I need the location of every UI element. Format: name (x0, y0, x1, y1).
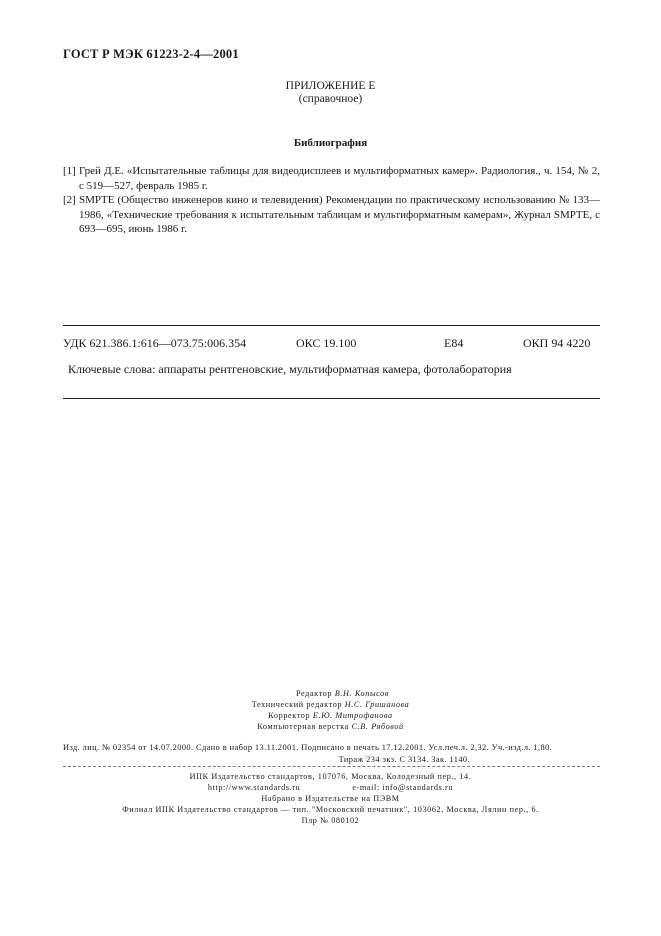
corrector-credit (0, 710, 661, 721)
bibliography-item-text: SMPTE (Общество инженеров кино и телевидения) Рекомендации по практическому использованию № 133—1986, «Технические требования к испытательным таблицам и мультиформатным камерам», Журнал SMPTE, с 693—695, июнь 1986 г. (79, 194, 600, 235)
corrector-role: Корректор (268, 711, 311, 720)
top-divider (63, 325, 600, 326)
layout-role: Компьютерная верстка (257, 722, 349, 731)
bibliography-list (63, 164, 600, 237)
print-branch: Филиал ИПК Издательство стандартов — тип. "Московский печатник", 103062, Москва, Лялин пер., 6. (122, 805, 539, 814)
layout-name: С.В. Рябовой (351, 722, 404, 731)
bibliography-item (63, 193, 600, 237)
license-number: Плр № 080102 (301, 816, 360, 825)
bottom-divider (63, 398, 600, 399)
oks-code: ОКС 19.100 (296, 336, 357, 350)
publisher-address: ИПК Издательство стандартов, 107076, Москва, Колодезный пер., 14. (189, 772, 472, 781)
keywords: Ключевые слова: аппараты рентгеновские, мультиформатная камера, фотолаборатория (68, 362, 512, 376)
typeset-note: Набрано в Издательстве на ПЭВМ (261, 794, 400, 803)
editorial-credits (0, 688, 661, 732)
editor-credit (0, 688, 661, 699)
editor-name: В.Н. Копысов (334, 689, 389, 698)
tech-editor-credit (0, 699, 661, 710)
print-info (63, 742, 600, 765)
tech-editor-role: Технический редактор (251, 700, 343, 709)
publisher-info (0, 771, 661, 826)
editor-role: Редактор (296, 689, 333, 698)
okp-code: ОКП 94 4220 (523, 336, 591, 350)
udk-code: УДК 621.386.1:616—073.75:006.354 (63, 336, 247, 350)
dashed-divider (63, 766, 600, 767)
bibliography-item-number: [2] (63, 194, 76, 206)
bibliography-item-number: [1] (63, 165, 76, 177)
print-info-line: Изд. лиц. № 02354 от 14.07.2000. Сдано в набор 13.11.2001. Подписано в печать 17.12.2001. Усл.печ.л. 2,32. Уч.-изд.л. 1,80. (63, 743, 553, 752)
layout-credit (0, 721, 661, 732)
appendix-heading (0, 80, 661, 106)
publisher-website-link[interactable]: http://www.standards.ru (207, 783, 301, 792)
corrector-name: Е.Ю. Митрофанова (312, 711, 393, 720)
bibliography-item (63, 164, 600, 193)
bibliography-title: Библиография (293, 137, 368, 149)
publisher-contacts (0, 782, 661, 793)
tech-editor-name: Н.С. Гришанова (344, 700, 410, 709)
appendix-subtitle: (справочное) (298, 93, 363, 105)
print-info-run: Тираж 234 экз. С 3134. Зак. 1140. (338, 754, 470, 764)
publisher-email-link[interactable]: e-mail: info@standards.ru (352, 783, 454, 792)
bibliography-item-text: Грей Д.Е. «Испытательные таблицы для видеодисплеев и мультиформатных камер». Радиология., ч. 154, № 2, с 519—527, февраль 1985 г. (79, 165, 600, 192)
e-code: Е84 (444, 336, 464, 350)
standard-header: ГОСТ Р МЭК 61223-2-4—2001 (63, 47, 239, 61)
appendix-title: ПРИЛОЖЕНИЕ Е (285, 80, 376, 92)
